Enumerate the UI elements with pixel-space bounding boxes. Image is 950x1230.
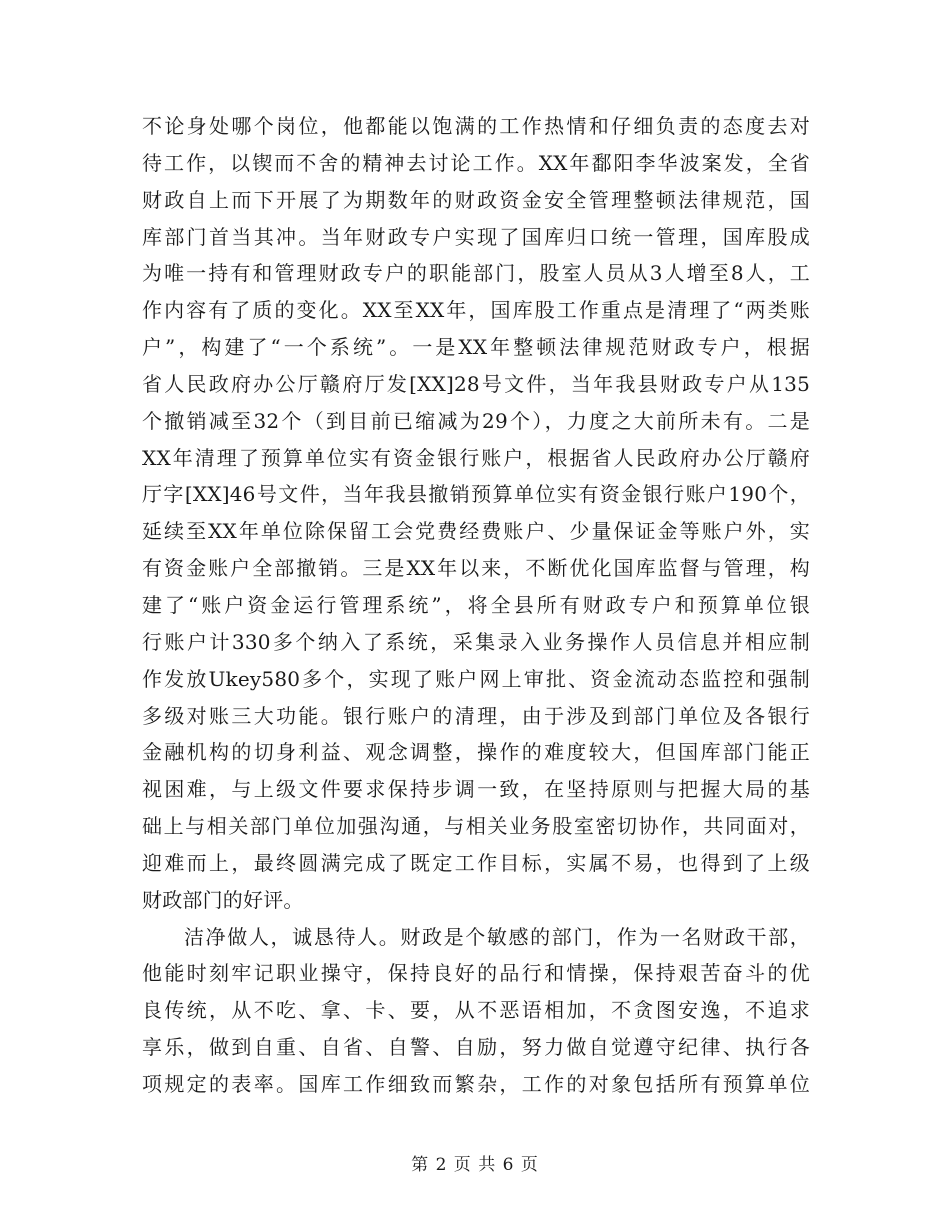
text-line: 良传统，从不吃、拿、卡、要，从不恶语相加，不贪图安逸，不追求 — [142, 998, 810, 1023]
text-line: 作内容有了质的变化。XX至XX年，国库股工作重点是清理了“两类账 — [142, 298, 810, 323]
text-line: 有资金账户全部撤销。三是XX年以来，不断优化国库监督与管理，构 — [142, 556, 810, 581]
text-line: 他能时刻牢记职业操守，保持良好的品行和情操，保持艰苦奋斗的优 — [142, 961, 810, 986]
text-line: 建了“账户资金运行管理系统”，将全县所有财政专户和预算单位银 — [142, 592, 810, 617]
text-line: 户”，构建了“一个系统”。一是XX年整顿法律规范财政专户，根据 — [142, 335, 810, 360]
text-line: XX年清理了预算单位实有资金银行账户，根据省人民政府办公厅赣府 — [142, 445, 810, 470]
text-line: 个撤销减至32个（到目前已缩减为29个），力度之大前所未有。二是 — [142, 408, 810, 433]
body-text — [142, 108, 810, 1103]
text-line: 不论身处哪个岗位，他都能以饱满的工作热情和仔细负责的态度去对 — [142, 114, 810, 138]
text-line: 待工作，以锲而不舍的精神去讨论工作。XX年鄱阳李华波案发，全省 — [142, 150, 810, 175]
text-line: 迎难而上，最终圆满完成了既定工作目标，实属不易，也得到了上级 — [142, 850, 810, 875]
text-line: 洁净做人，诚恳待人。财政是个敏感的部门，作为一名财政干部， — [184, 924, 810, 949]
text-line: 金融机构的切身利益、观念调整，操作的难度较大，但国库部门能正 — [142, 740, 810, 765]
text-line: 厅字[XX]46号文件，当年我县撤销预算单位实有资金银行账户190个， — [142, 482, 810, 507]
text-line: 为唯一持有和管理财政专户的职能部门，股室人员从3人增至8人，工 — [142, 261, 810, 286]
text-line: 财政自上而下开展了为期数年的财政资金安全管理整顿法律规范，国 — [142, 187, 810, 212]
text-line: 项规定的表率。国库工作细致而繁杂，工作的对象包括所有预算单位 — [142, 1071, 810, 1096]
text-line: 础上与相关部门单位加强沟通，与相关业务股室密切协作，共同面对， — [142, 814, 810, 839]
text-line: 作发放Ukey580多个，实现了账户网上审批、资金流动态监控和强制 — [142, 666, 810, 691]
text-line: 享乐，做到自重、自省、自警、自励，努力做自觉遵守纪律、执行各 — [142, 1035, 810, 1060]
text-line: 库部门首当其冲。当年财政专户实现了国库归口统一管理，国库股成 — [142, 224, 810, 249]
text-line: 省人民政府办公厅赣府厅发[XX]28号文件，当年我县财政专户从135 — [142, 371, 810, 396]
text-line: 多级对账三大功能。银行账户的清理，由于涉及到部门单位及各银行 — [142, 703, 810, 728]
text-line: 财政部门的好评。 — [142, 887, 304, 912]
page-footer: 第 2 页 共 6 页 — [411, 1155, 539, 1175]
text-line: 视困难，与上级文件要求保持步调一致，在坚持原则与把握大局的基 — [142, 777, 810, 802]
text-line: 延续至XX年单位除保留工会党费经费账户、少量保证金等账户外，实 — [142, 519, 810, 544]
text-line: 行账户计330多个纳入了系统，采集录入业务操作人员信息并相应制 — [142, 629, 810, 654]
